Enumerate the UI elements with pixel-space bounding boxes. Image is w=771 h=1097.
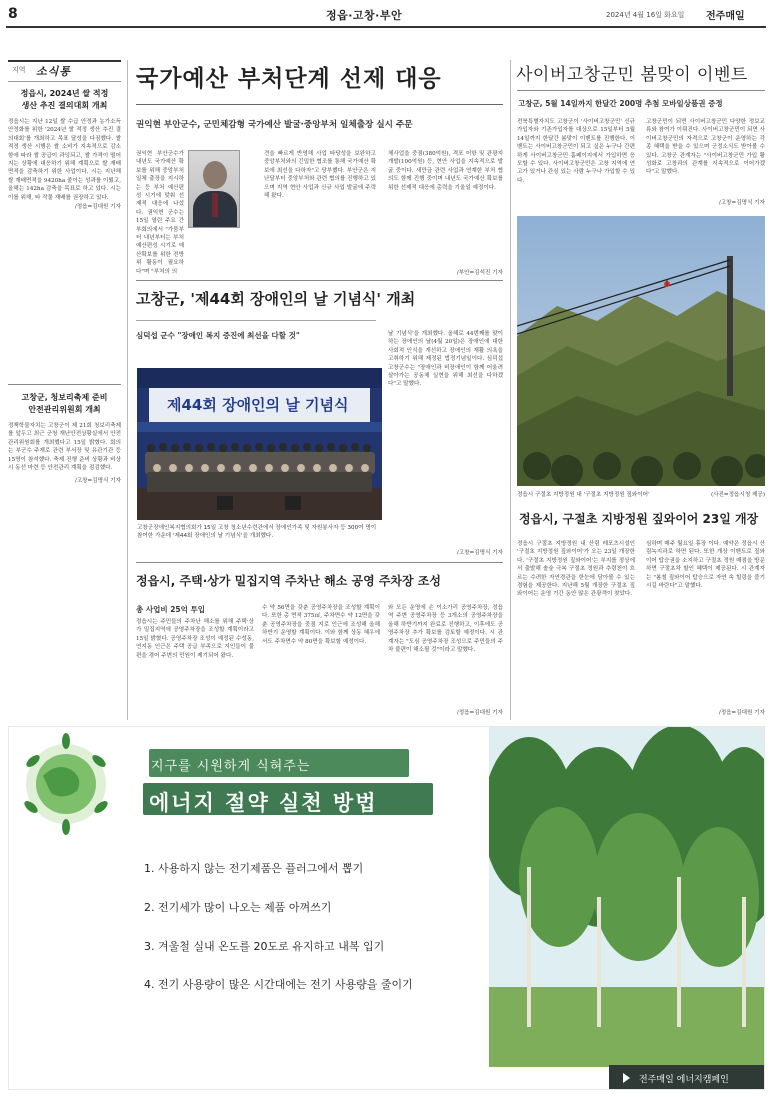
byline: /고창=김명식 기자 bbox=[456, 550, 503, 556]
play-arrow-icon bbox=[623, 1073, 630, 1083]
photo-banner-text: 제44회 장애인의 날 기념식 bbox=[167, 396, 349, 414]
event-photo-illustration bbox=[137, 368, 382, 520]
byline: /정읍=김대원 기자 bbox=[74, 204, 121, 211]
header-rule bbox=[6, 26, 766, 28]
photo-credit: (사진=정읍시청 제공) bbox=[710, 492, 765, 498]
brief-body: 정책학물자치는 고창군이 제 21회 청보리축제를 앞두고 최근 군청 재난안전상황실에서 안전관리위원회를 개최했다고 15일 밝혔다. 회의는 부군수 주재로 관련 부서장 및 유관기관 등 15명이 참석했다. 축제 진행 준비 상황과 비상 시 동선 마련 등 안전관리 계획을 점검했다. bbox=[8, 423, 121, 472]
byline: /고창=김명식 기자 bbox=[718, 200, 765, 206]
subheadline: 고창군, 5월 14일까지 한달간 200명 추첨 모바일상품권 증정 bbox=[518, 99, 723, 108]
photo-caption: 고창군장애인복지협의회가 15일 고창 청소년수련관에서 장애인가족 및 자원봉사자 등 300여 명이 참여한 가운데 '제44회 장애인의 날 기념식'을 개최했다. bbox=[137, 525, 377, 540]
headline-cyber-citizen: 사이버고창군민 봄맞이 이벤트 bbox=[516, 65, 748, 85]
earth-plant-icon bbox=[13, 731, 119, 837]
ad-title-line1: 지구를 시원하게 식혀주는 bbox=[151, 759, 311, 774]
brief-title: 고창군, 청보리축제 준비 안전관리위원회 개최 bbox=[21, 393, 108, 414]
portrait-photo bbox=[188, 150, 240, 228]
brief-safety-committee bbox=[8, 392, 121, 484]
ad-tip-2: 2. 전기세가 많이 나오는 제품 아껴쓰기 bbox=[144, 901, 332, 914]
byline: /부안=김석진 기자 bbox=[456, 270, 503, 276]
column-divider bbox=[510, 60, 511, 720]
divider bbox=[136, 104, 503, 105]
headline-zipline: 정읍시, 구절초 지방정원 짚와이어 23일 개장 bbox=[519, 512, 759, 526]
article-body: 정읍시 구절초 지방정원 내 산림 레포츠시설인 '구절초 지방정원 짚와이어'가 오는 23일 개장한다. '구절초 지방정원 짚와이어'는 부지를 정상에서 출발해 솔숲 극복 구절초 정원과 추령천이 흐르는 수려한 자연경관을 한눈에 담아볼 수 있는 경험을 제공한다. 지난해 5월 개장한 구절초 짚와이어는 운영 기간 동안 많은 관광객이 찾았다. bbox=[517, 541, 635, 598]
subheadline: 총 사업비 25억 투입 bbox=[136, 605, 205, 614]
column-divider bbox=[127, 60, 128, 720]
subheadline: 심덕섭 군수 "장애인 복지 증진에 최선을 다할 것" bbox=[136, 331, 300, 340]
article-body: 전북특별자치도 고창군이 '사이버고창군민' 신규가입자와 기존가입자를 대상으로 15일부터 5월 14일까지 한달간 봄맞이 이벤트를 진행한다. 이벤트는 사이버고창군민이 되고 싶은 누구나 간편하게 사이버고창군민 홈페이지에서 가입하면 응모할 수 있다. 사이버고창군민은 고창 지역에 연고가 있거나 관심 있는 사람 누구나 가입할 수 있다. bbox=[517, 119, 635, 184]
section-title: 정읍·고창·부안 bbox=[326, 9, 403, 22]
page-number: 8 bbox=[8, 6, 18, 22]
column-name: 소식통 bbox=[36, 65, 71, 78]
article-body: 와 모든 운영에 손 이소가리 공영주차장, 정읍역 주변 공영주차장 등 3개소의 공영주차장을 올해 하반기까지 완료로 진행하고, 이후에도 공영주차장 추가 확보를 검토할 예정이다. 시 관계자는 "도심 공영주차장 조성으로 주민들의 주차 불편이 해소될 것"이라고 말했다. bbox=[388, 605, 503, 654]
article-body: 견을 빠르게 반영해 사업 타당성을 보완하고 중앙부처와의 긴밀한 협조를 통해 국가예산 확보에 최선을 다하자"고 당부했다. 부안군은 지난달부터 중앙부처와 관련 협의를 진행하고 있으며 지역 현안 사업과 신규 사업 발굴에 주력해 왔다. bbox=[264, 151, 376, 200]
article-body: 고창군민이 되면 사이버고창군민 다양한 정보교류와 참여가 이뤄진다. 사이버고창군민이 되면 사이버고창군민의 자격으로 고창군이 운영하는 각종 혜택을 받을 수 있으며 군정소식도 받아볼 수 있다. 고창군 관계자는 "사이버고창군민 가입 활성화로 고창과의 관계를 지속적으로 이어가겠다"고 말했다. bbox=[646, 119, 765, 176]
event-photo bbox=[137, 368, 382, 520]
divider bbox=[517, 90, 765, 91]
ad-title-line2: 에너지 절약 실천 방법 bbox=[149, 791, 378, 815]
article-body: 권익현 부안군수가 내년도 국가예산 확보를 위해 중앙부처 일체 출장을 지시하는 등 부처 예산편성 시기에 맞춰 선제적 대응에 나섰다. 권익현 군수는 15일 열린 주요 간부회의에서 "가뭄부터 내년부터는 부처 예산편성 시기로 예산확보를 위한 전방위 활동이 필요하다"며 "부처의 의 bbox=[136, 151, 184, 275]
article-body: 수 약 56면을 갖춘 공영주차장을 조성할 계획이다. 또한 총 면적 375㎡, 주차면수 약 12면을 갖춘 공영주차장을 중점 지로 인근에 조성해 올해 하반기 운영할 계획이다. 이와 함께 상동 혜우에서도 주차면수 약 80면을 확보할 예정이다. bbox=[262, 605, 380, 645]
forest-illustration bbox=[489, 727, 765, 1067]
article-body: 정읍시는 주민들의 주차난 해소를 위해 주택·상가 밀집지역에 공영주차장을 조성할 계획이라고 15일 밝혔다. 공영주차장 조성이 예정된 수성동, 연지동 인근은 주택 공급 부족으로 지인들이 불편을 겪어 주변의 민원이 제기되어 왔다. bbox=[136, 619, 254, 659]
byline: /정읍=김대원 기자 bbox=[718, 710, 765, 716]
divider bbox=[136, 280, 503, 281]
ad-tip-3: 3. 겨울철 실내 온도를 20도로 유지하고 내복 입기 bbox=[144, 940, 385, 953]
ad-tip-1: 1. 사용하지 않는 전기제품은 플러그에서 뽑기 bbox=[144, 862, 364, 875]
article-body: 체사업을 중점(380억원), 격포 어항 및 관광지 개발(100억원) 등, 현안 사업을 지속적으로 발굴 중이다. 새만금 관련 사업과 연계한 부처 협의도 함께 진행 중이며 내년도 국가예산 확보를 위한 선제적 대응에 총력을 기울일 예정이다. bbox=[388, 151, 503, 191]
byline: /고창=김명식 기자 bbox=[74, 478, 121, 485]
divider bbox=[136, 320, 376, 321]
byline: /정읍=김대원 기자 bbox=[456, 710, 503, 716]
energy-campaign-ad bbox=[8, 726, 765, 1090]
headline-disability-day: 고창군, '제44회 장애인의 날 기념식' 개최 bbox=[136, 290, 416, 308]
subheadline: 권익현 부안군수, 군민체감형 국가예산 발굴·중앙부처 일체출장 실시 주문 bbox=[136, 120, 413, 130]
brief-rice-production bbox=[8, 88, 121, 210]
article-body: 날 기념식'을 개최했다. 올해로 44번째를 맞이하는 장애인의 날(4월 20일)은 장애인에 대한 사회적 인식을 개선하고 장애인의 재활 의욕을 고취하기 위해 제정된 법정기념일이다. 심덕섭 고창군수는 "장애인과 비장애인이 함께 어울려 살아가는 공동체 실현을 위해 최선을 다하겠다"고 말했다. bbox=[388, 331, 503, 388]
brief-title: 정읍시, 2024년 쌀 적정 생산 추진 결의대회 개최 bbox=[20, 89, 109, 110]
ad-footer-button[interactable]: 전주매일 에너지캠페인 bbox=[609, 1065, 765, 1090]
column-tag: 지역 bbox=[12, 66, 26, 74]
divider bbox=[8, 384, 121, 385]
headline-parking-lot: 정읍시, 주택·상가 밀집지역 주차난 해소 공영 주차장 조성 bbox=[136, 574, 441, 588]
ad-tip-4: 4. 전기 사용량이 많은 시간대에는 전기 사용량을 줄이기 bbox=[144, 978, 413, 991]
page-header bbox=[6, 6, 766, 28]
headline-national-budget: 국가예산 부처단계 선제 대응 bbox=[136, 66, 442, 92]
issue-date: 2024년 4월 16일 화요일 bbox=[606, 11, 685, 19]
article-body: 심하며 매주 월요일 휴장 이다. 예약은 정읍시 산림녹지과로 하면 된다. 또한 개장 이벤트로 짚와이어 탑승권을 소지하고 구절초 정원 매점을 방문하면 구절초차 할인 혜택이 제공된다. 시 관계자는 "봄철 짚와이어 탑승으로 자연 속 힐링을 즐기시길 바란다"고 말했다. bbox=[646, 541, 765, 590]
divider bbox=[136, 562, 503, 563]
news-brief-header bbox=[8, 60, 121, 82]
zipline-photo bbox=[517, 216, 765, 486]
mountain-zipline-illustration bbox=[517, 216, 765, 486]
paper-name: 전주매일 bbox=[706, 11, 745, 22]
photo-caption: 정읍시 구절초 지방정원 내 '구절초 지방정원 짚와이어' (사진=정읍시청 제공) bbox=[517, 492, 765, 498]
brief-body: 정읍시는 지난 12일 쌀 수급 안정과 농가소득 안정화를 위한 '2024년 쌀 적정 생산 추진 결의대회'를 개최하고 목표 달성을 다짐했다. 쌀 적정 생산 시행은 쌀 소비가 지속적으로 감소함에 따라 쌀 공급이 과잉되고, 쌀 가격이 떨어지는 상황에 대응하기 위해 계획으로 쌀 재배면적을 감축하기 위한 사업이다. 시는 지난해 쌀 재배면적을 9420ha 줄이는 성과를 이뤘고, 올해는 142ha 감축을 목표로 하고 있다. 시는 이를 위해, 타 작물 재배를 권장하고 있다. bbox=[8, 119, 121, 201]
